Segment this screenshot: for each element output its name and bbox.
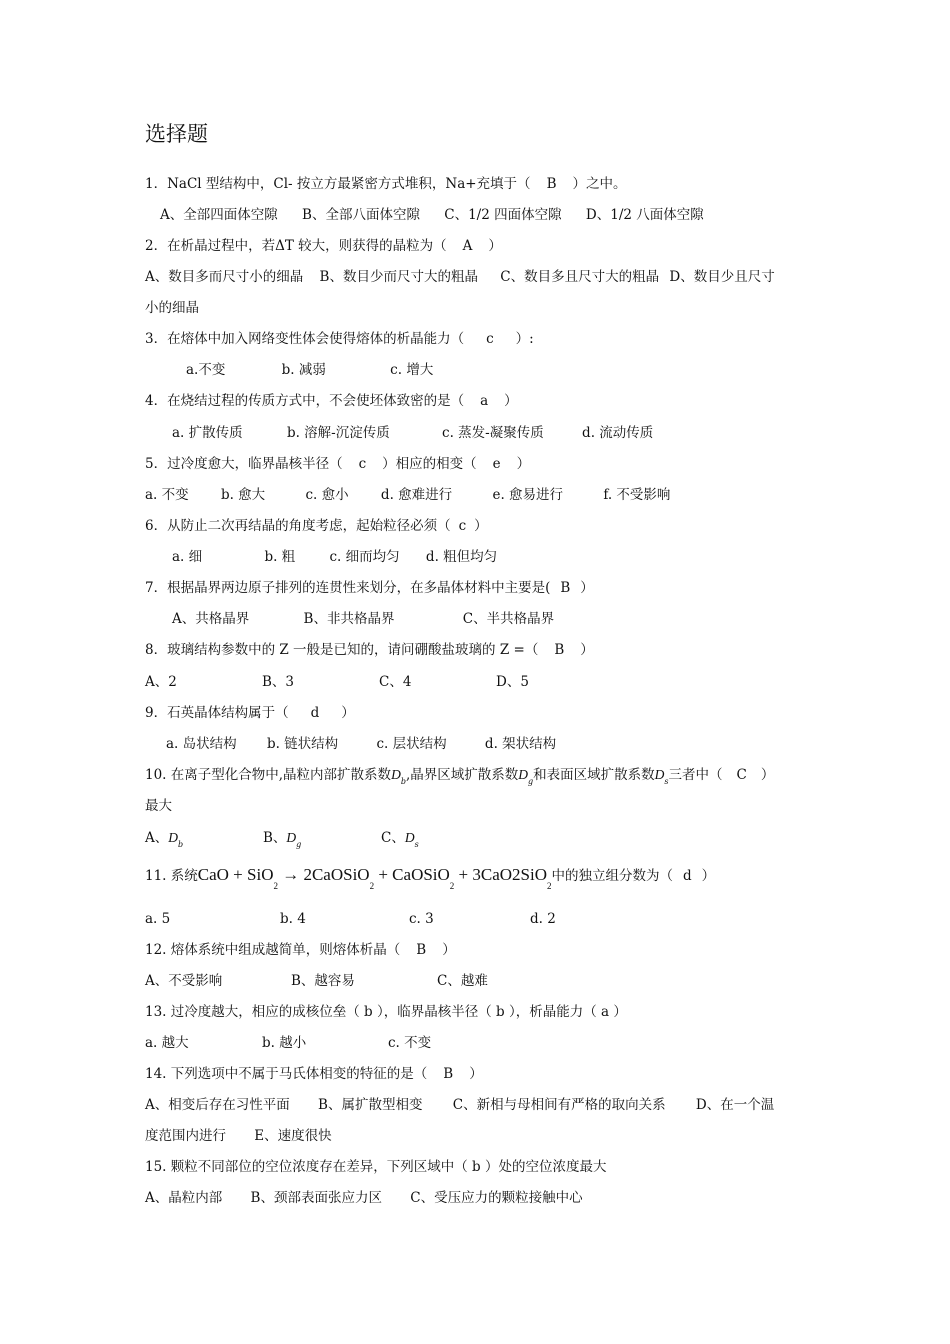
answer-1: B	[546, 176, 557, 192]
answer-3: c	[486, 331, 494, 347]
question-9: 9．石英晶体结构属于（ d ）	[145, 705, 355, 721]
option: b. 溶解-沉淀传质	[286, 425, 390, 441]
question-5: 5．过冷度愈大，临界晶核半径（ c ）相应的相变（ e ）	[145, 456, 531, 472]
option: A、2	[145, 674, 177, 690]
answer-7: B	[560, 580, 571, 596]
question-11: 11. 系统CaO + SiO$_2$ → 2CaOSiO$_2$ + CaOSiO$_2$ + 3CaO2SiO$_2$中的独立组分数为（ d ）	[145, 865, 716, 891]
option: B、属扩散型相变	[318, 1097, 423, 1113]
answer-5a: c	[358, 456, 367, 472]
option: B、越容易	[291, 973, 355, 989]
option: a. 扩散传质	[172, 425, 243, 441]
option: A、不受影响	[145, 973, 223, 989]
option: d. 2	[530, 911, 556, 927]
option: a. 越大	[145, 1035, 189, 1051]
options-2-cont: 小的细晶	[145, 300, 199, 316]
question-15: 15. 颗粒不同部位的空位浓度存在差异，下列区域中（ b ）处的空位浓度最大	[145, 1159, 607, 1175]
question-10-cont: 最大	[145, 798, 172, 814]
option: B、全部八面体空隙	[302, 207, 420, 223]
option: d. 愈难进行	[380, 487, 453, 503]
option: B、数目少而尺寸大的粗晶	[319, 269, 478, 285]
option: c. 蒸发-凝聚传质	[442, 425, 544, 441]
options-6	[172, 548, 497, 566]
question-10: 10. 在离子型化合物中,晶粒内部扩散系数$D_b$,晶界区域扩散系数$D_g$和表面区域扩散系数$D_s$三者中（ C ）	[145, 767, 775, 786]
option: E、速度很快	[254, 1128, 332, 1144]
option: a. 细	[172, 549, 203, 565]
option: b. 减弱	[281, 362, 326, 378]
answer-11: d	[683, 868, 692, 884]
option: B、非共格晶界	[303, 611, 395, 627]
options-1	[160, 206, 704, 224]
options-10	[145, 829, 419, 854]
options-9	[166, 735, 556, 753]
answer-9: d	[310, 705, 320, 721]
options-12	[145, 972, 488, 990]
options-14	[145, 1096, 774, 1114]
question-2: 2．在析晶过程中，若ΔT 较大，则获得的晶粒为（ A ）	[145, 238, 502, 254]
option: A、相变后存在习性平面	[145, 1097, 290, 1113]
options-5	[145, 486, 670, 504]
option: B、3	[262, 674, 295, 690]
answer-8: B	[554, 642, 565, 658]
answer-12: B	[416, 942, 427, 958]
option: D、在一个温	[695, 1097, 775, 1113]
option: D、5	[496, 674, 529, 690]
option: d. 粗但均匀	[425, 549, 498, 565]
options-2	[145, 268, 775, 286]
answer-2: A	[462, 238, 473, 254]
option: D、数目少且尺寸	[669, 269, 775, 285]
option: C、数目多且尺寸大的粗晶	[500, 269, 660, 285]
options-4	[172, 424, 653, 442]
option: C、新相与母相间有严格的取向关系	[452, 1097, 666, 1113]
options-15	[145, 1189, 583, 1207]
option: D、1/2 八面体空隙	[585, 207, 704, 223]
options-7	[172, 610, 554, 628]
question-3: 3．在熔体中加入网络变性体会使得熔体的析晶能力（ c ）:	[145, 331, 534, 347]
option: b. 粗	[264, 549, 296, 565]
option: A、共格晶界	[172, 611, 250, 627]
answer-5b: e	[492, 456, 501, 472]
option: b. 越小	[262, 1035, 307, 1051]
option: B、颈部表面张应力区	[250, 1190, 382, 1206]
option: B、$D_g$	[263, 830, 302, 849]
question-6: 6．从防止二次再结晶的角度考虑，起始粒径必须（ c ）	[145, 518, 488, 534]
option: C、半共格晶界	[462, 611, 555, 627]
answer-14: B	[443, 1066, 454, 1082]
option: 度范围内进行	[145, 1128, 226, 1144]
option: e. 愈易进行	[492, 487, 564, 503]
question-7: 7．根据晶界两边原子排列的连贯性来划分，在多晶体材料中主要是( B ）	[145, 580, 594, 596]
option: c. 3	[409, 911, 434, 927]
option: a. 岛状结构	[166, 736, 237, 752]
question-12: 12. 熔体系统中组成越简单，则熔体析晶（ B ）	[145, 942, 456, 958]
option: A、晶粒内部	[145, 1190, 223, 1206]
question-4: 4．在烧结过程的传质方式中，不会使坯体致密的是（ a ）	[145, 393, 518, 409]
options-14-cont	[145, 1127, 332, 1145]
option: f. 不受影响	[603, 487, 671, 503]
options-8	[145, 673, 529, 691]
options-13	[145, 1034, 431, 1052]
question-14: 14. 下列选项中不属于马氏体相变的特征的是（ B ）	[145, 1066, 483, 1082]
options-11	[145, 910, 556, 928]
option: C、1/2 四面体空隙	[444, 207, 562, 223]
option: c. 愈小	[305, 487, 349, 503]
question-13: 13. 过冷度越大，相应的成核位垒（ b ），临界晶核半径（ b ），析晶能力（ a ）	[145, 1004, 627, 1020]
options-3	[186, 361, 433, 379]
option: C、$D_s$	[381, 830, 419, 849]
equation: CaO + SiO$_2$ → 2CaOSiO$_2$ + CaOSiO$_2$ + 3CaO2SiO$_2$	[197, 865, 552, 891]
option: b. 4	[280, 911, 306, 927]
option: a. 不变	[145, 487, 189, 503]
answer-10: C	[736, 767, 747, 783]
option: C、受压应力的颗粒接触中心	[410, 1190, 583, 1206]
option: A、全部四面体空隙	[160, 207, 278, 223]
option: d. 架状结构	[484, 736, 557, 752]
option: d. 流动传质	[582, 425, 654, 441]
option: A、$D_b$	[145, 830, 184, 849]
answer-6: c	[458, 518, 467, 534]
option: c. 增大	[390, 362, 434, 378]
option: a.不变	[186, 362, 226, 378]
option: C、越难	[437, 973, 488, 989]
question-8: 8．玻璃结构参数中的 Z 一般是已知的，请问硼酸盐玻璃的 Z =（ B ）	[145, 642, 594, 658]
page-title: 选择题	[145, 122, 208, 146]
option: c. 层状结构	[376, 736, 447, 752]
option: C、4	[379, 674, 412, 690]
option: c. 不变	[388, 1035, 432, 1051]
option: b. 链状结构	[266, 736, 339, 752]
option: b. 愈大	[220, 487, 266, 503]
question-1: 1．NaCl 型结构中，Cl- 按立方最紧密方式堆积，Na+充填于（ B ）之中。	[145, 176, 627, 192]
option: a. 5	[145, 911, 171, 927]
option: A、数目多而尺寸小的细晶	[145, 269, 304, 285]
option: c. 细而均匀	[329, 549, 400, 565]
answer-4: a	[480, 393, 489, 409]
